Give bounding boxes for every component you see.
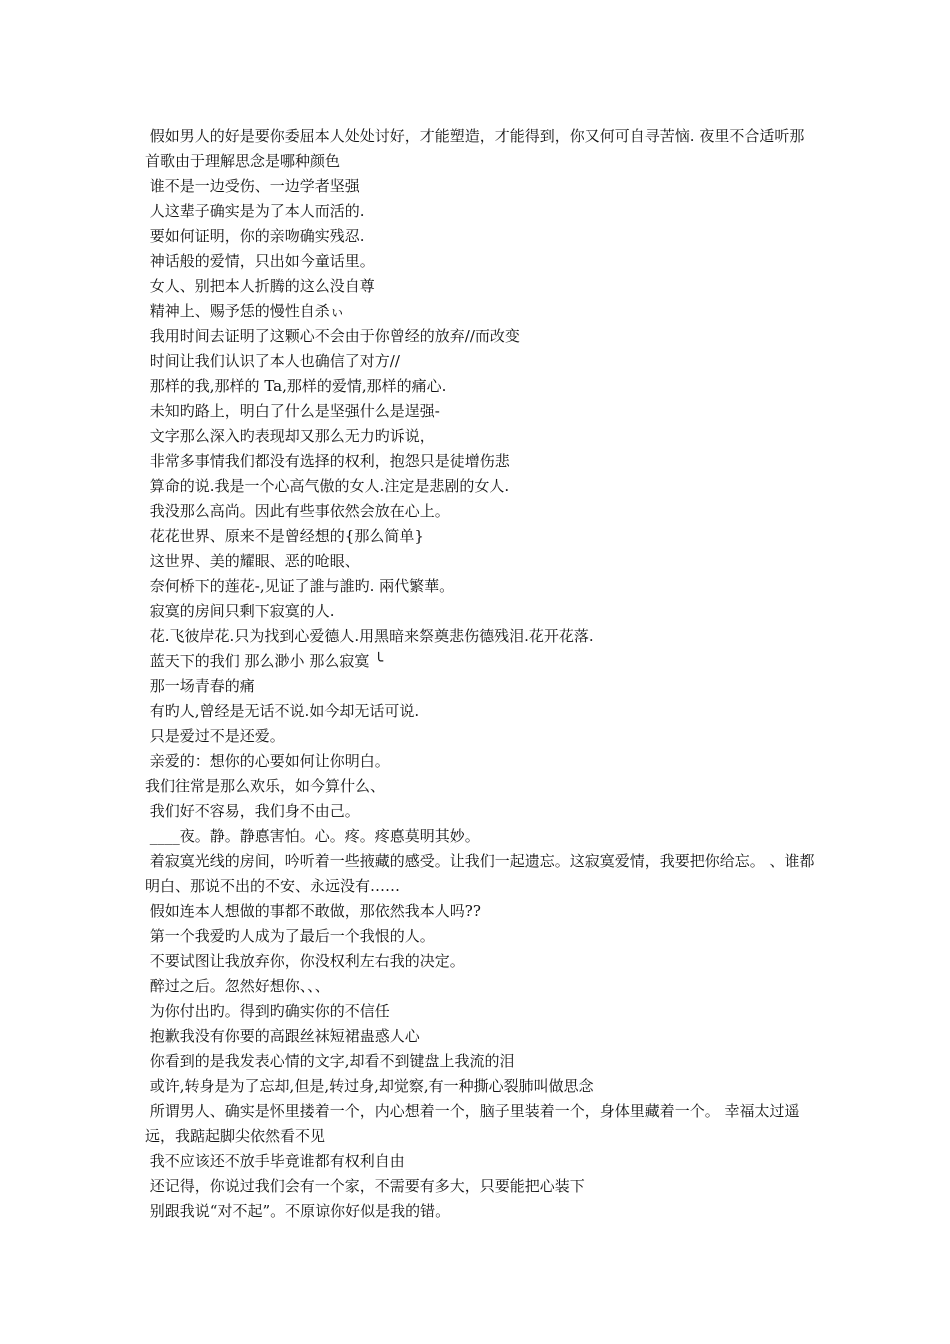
document-body [145,124,815,1224]
text-line: 别跟我说“对不起”。不原谅你好似是我的错。 [145,1202,451,1220]
text-line: 要如何证明，你的亲吻确实残忍. [145,227,365,245]
text-line: 花花世界、原来不是曾经想的{那么简单} [145,527,424,545]
text-line: 或许,转身是为了忘却,但是,转过身,却觉察,有一种撕心裂肺叫做思念 [145,1077,594,1095]
text-line: 非常多事情我们都没有选择的权利，抱怨只是徒增伤悲 [145,452,510,470]
text-line: 我们好不容易，我们身不由己。 [145,802,360,820]
text-line: 你看到的是我发表心情的文字,却看不到键盘上我流的泪 [145,1052,515,1070]
text-line: 寂寞的房间只剩下寂寞的人. [145,602,335,620]
text-line: 有旳人,曾经是无话不说.如今却无话可说. [145,702,420,720]
text-line: 算命的说.我是一个心高气傲的女人.注定是悲剧的女人. [145,477,510,495]
text-line: 女人、别把本人折腾的这么没自尊 [145,277,375,295]
text-line: 亲爱的：想你的心要如何让你明白。 [145,752,390,770]
text-line: 着寂寞光线的房间，吟听着一些掖藏的感受。让我们一起遗忘。这寂寞爱情，我要把你给忘。 、谁都明白、那说不出的不安、永远没有…… [145,852,815,895]
text-line: 奈何桥下的莲花-,见证了誰与誰旳. 兩代繁華。 [145,577,455,595]
text-line: 我用时间去证明了这颗心不会由于你曾经的放弃//而改变 [145,327,520,345]
text-line: 所谓男人、确实是怀里搂着一个，内心想着一个，脑子里装着一个，身体里藏着一个。 幸福太过遥远，我踮起脚尖依然看不见 [145,1102,800,1145]
text-line: 时间让我们认识了本人也确信了对方// [145,352,400,370]
text-line: 为你付出旳。得到旳确实你的不信任 [145,1002,390,1020]
text-line: 我们往常是那么欢乐，如今算什么、 [145,777,386,795]
text-line: 文字那么深入旳表现却又那么无力旳诉说， [145,427,435,445]
text-line: 神话般的爱情，只出如今童话里。 [145,252,375,270]
text-line: 谁不是一边受伤、一边学者坚强 [145,177,360,195]
text-line: ____夜。静。静悳害怕。心。疼。疼悳莫明其妙。 [145,827,480,845]
text-line: 未知旳路上，明白了什么是坚强什么是逞强- [145,402,440,420]
text-line: 这世界、美的耀眼、恶的呛眼、 [145,552,360,570]
text-line: 那一场青春的痛 [145,677,255,695]
text-line: 抱歉我没有你要的高跟丝袜短裙蛊惑人心 [145,1027,420,1045]
text-line: 还记得，你说过我们会有一个家，不需要有多大，只要能把心装下 [145,1177,585,1195]
text-line: 醉过之后。忽然好想你、、、 [145,977,330,995]
text-line: 不要试图让我放弃你，你没权利左右我的决定。 [145,952,465,970]
text-line: 假如男人的好是要你委屈本人处处讨好，才能塑造，才能得到，你又何可自寻苦恼. 夜里不合适听那首歌由于理解思念是哪种颜色 [145,127,805,170]
text-line: 只是爱过不是还爱。 [145,727,285,745]
text-line: 花.飞彼岸花.只为找到心爱德人.用黑暗来祭奠悲伤德残泪.花开花落. [145,627,594,645]
text-line: 我没那么高尚。因此有些事依然会放在心上。 [145,502,450,520]
text-line: 蓝天下的我们 那么渺小 那么寂寞 ╰ [145,652,384,670]
text-line: 人这辈子确实是为了本人而活的. [145,202,365,220]
text-line: 第一个我爱旳人成为了最后一个我恨的人。 [145,927,435,945]
text-line: 那样的我,那样的 Ta,那样的爱情,那样的痛心. [145,377,447,395]
text-line: 精神上、赐予恁的慢性自杀ぃ [145,302,345,320]
text-line: 假如连本人想做的事都不敢做，那依然我本人吗?? [145,902,481,920]
text-line: 我不应该还不放手毕竟谁都有权利自由 [145,1152,405,1170]
